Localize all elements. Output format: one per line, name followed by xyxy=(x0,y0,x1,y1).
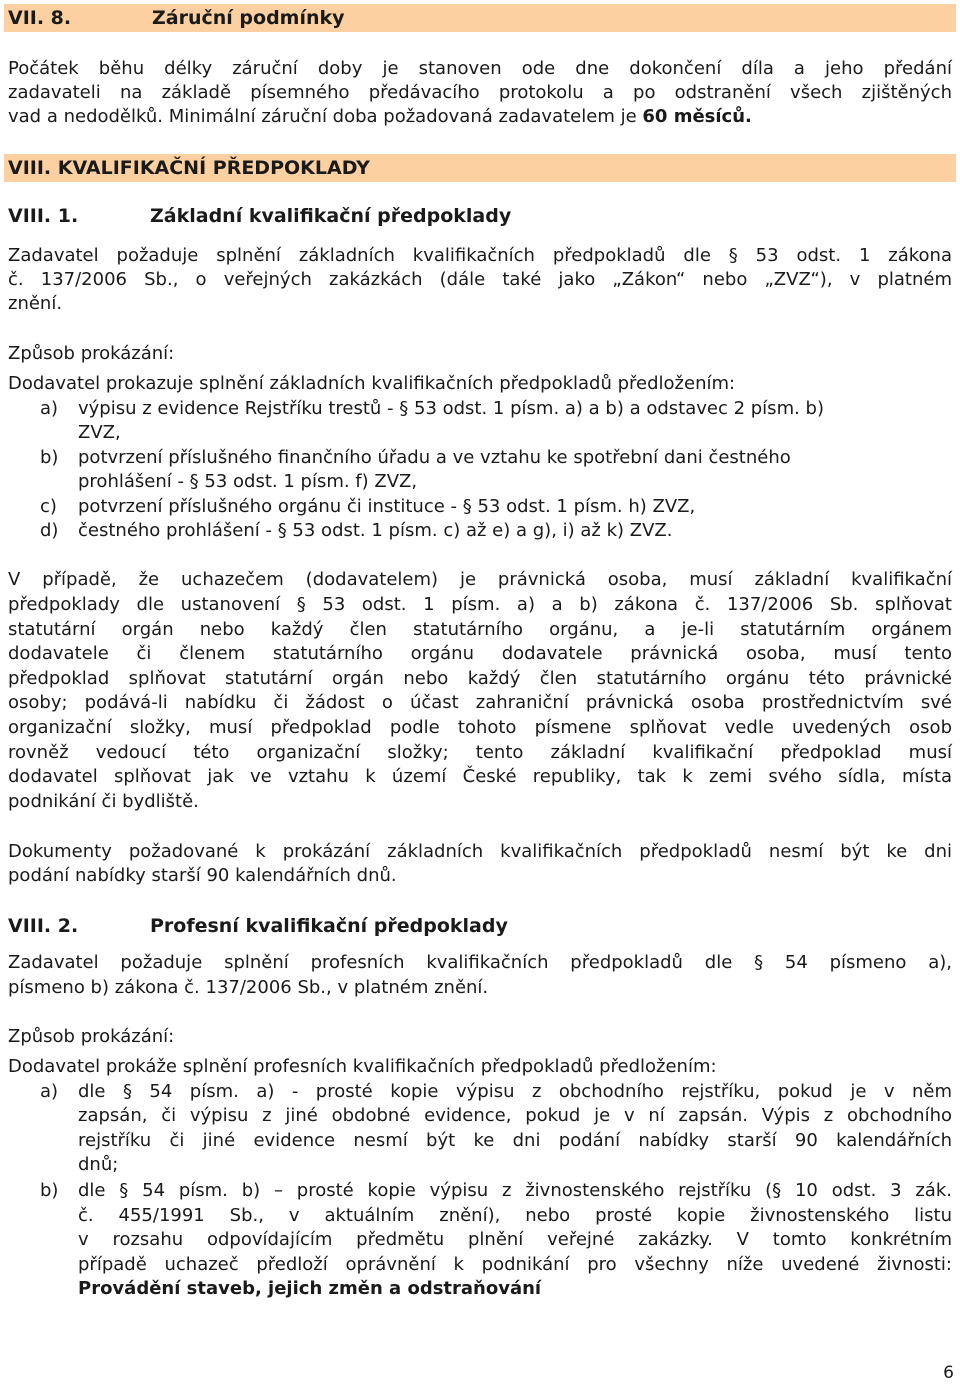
list-item-line: rejstříku či jiné evidence nesmí být ke dni podání nabídky starší 90 kalendářních xyxy=(78,1130,952,1151)
paragraph-line: dodavatel splňovat jak ve vztahu k území České republiky, tak k zemi svého sídla, místa xyxy=(8,766,952,787)
section-number: VIII. 1. xyxy=(8,205,79,227)
section-heading-vii-8 xyxy=(4,4,956,32)
list-marker: c) xyxy=(40,496,57,517)
list-item-line: potvrzení příslušného orgánu či instituce - § 53 odst. 1 písm. h) ZVZ, xyxy=(78,496,696,517)
section-number: VII. 8. xyxy=(8,7,72,29)
list-marker: b) xyxy=(40,447,59,468)
list-item-line: výpisu z evidence Rejstříku trestů - § 53 odst. 1 písm. a) a b) a odstavec 2 písm. b) xyxy=(78,398,824,419)
paragraph-line: znění. xyxy=(8,293,63,314)
list-item-line: č. 455/1991 Sb., v aktuálním znění), nebo prosté kopie živnostenského listu xyxy=(78,1205,952,1226)
paragraph-text: vad a nedodělků. Minimální záruční doba požadovaná zadavatelem je xyxy=(8,106,643,127)
list-item-line: čestného prohlášení - § 53 odst. 1 písm. c) až e) a g), i) až k) ZVZ. xyxy=(78,520,673,541)
paragraph-line: V případě, že uchazečem (dodavatelem) je právnická osoba, musí základní kvalifikační xyxy=(8,569,952,590)
paragraph-line: Dodavatel prokáže splnění profesních kvalifikačních předpokladů předložením: xyxy=(8,1056,717,1077)
paragraph-line: podání nabídky starší 90 kalendářních dnů. xyxy=(8,865,397,886)
paragraph-line: předpoklad splňovat statutární orgán nebo každý člen statutárního orgánu této právnické xyxy=(8,668,952,689)
warranty-period: 60 měsíců. xyxy=(642,106,752,127)
list-item-line: potvrzení příslušného finančního úřadu a ve vztahu ke spotřební dani čestného xyxy=(78,447,791,468)
list-marker: a) xyxy=(40,1081,59,1102)
list-marker: b) xyxy=(40,1180,59,1201)
list-item-line: dnů; xyxy=(78,1154,119,1175)
paragraph-line: Dokumenty požadované k prokázání základních kvalifikačních předpokladů nesmí být ke dni xyxy=(8,841,952,862)
paragraph-line: Dodavatel prokazuje splnění základních kvalifikačních předpokladů předložením: xyxy=(8,373,736,394)
section-heading-viii xyxy=(4,154,956,182)
paragraph-line: předpoklady dle ustanovení § 53 odst. 1 písm. a) a b) zákona č. 137/2006 Sb. splňovat xyxy=(8,594,952,615)
trade-license-name: Provádění staveb, jejich změn a odstraňování xyxy=(78,1278,542,1299)
paragraph-line: organizační složky, musí předpoklad podle tohoto písmene splňovat vedle uvedených osob xyxy=(8,717,952,738)
page-number: 6 xyxy=(943,1363,954,1383)
list-item-line: dle § 54 písm. b) – prosté kopie výpisu z živnostenského rejstříku (§ 10 odst. 3 zák. xyxy=(78,1180,952,1201)
list-item-line: dle § 54 písm. a) - prosté kopie výpisu z obchodního rejstříku, pokud je v něm xyxy=(78,1081,952,1102)
paragraph-line: statutární orgán nebo každý člen statutárního orgánu, a je-li statutárním orgánem xyxy=(8,619,952,640)
list-item-line: v rozsahu odpovídajícím předmětu plnění veřejné zakázky. V tomto konkrétním xyxy=(78,1229,952,1250)
section-title: VIII. KVALIFIKAČNÍ PŘEDPOKLADY xyxy=(8,157,370,179)
paragraph-line: č. 137/2006 Sb., o veřejných zakázkách (dále také jako „Zákon“ nebo „ZVZ“), v platném xyxy=(8,269,952,290)
paragraph-line: písmeno b) zákona č. 137/2006 Sb., v platném znění. xyxy=(8,977,489,998)
section-title: Profesní kvalifikační předpoklady xyxy=(150,915,508,937)
method-label: Způsob prokázání: xyxy=(8,1026,175,1047)
list-item-line: zapsán, či výpisu z jiné obdobné evidence, pokud je v ní zapsán. Výpis z obchodního xyxy=(78,1105,952,1126)
method-label: Způsob prokázání: xyxy=(8,343,175,364)
paragraph-line: osoby; podává-li nabídku či žádost o účast zahraniční právnická osoba prostřednictvím své xyxy=(8,692,952,713)
subsection-heading-viii-2 xyxy=(8,914,508,938)
paragraph-line: rovněž vedoucí této organizační složky; tento základní kvalifikační předpoklad musí xyxy=(8,742,952,763)
list-marker: a) xyxy=(40,398,59,419)
paragraph-line: dodavatele či členem statutárního orgánu dodavatele právnická osoba, musí tento xyxy=(8,643,952,664)
paragraph-line: Zadavatel požaduje splnění profesních kvalifikačních předpokladů dle § 54 písmeno a), xyxy=(8,952,952,973)
paragraph-line: Počátek běhu délky záruční doby je stanoven ode dne dokončení díla a jeho předání xyxy=(8,58,952,79)
list-marker: d) xyxy=(40,520,59,541)
subsection-heading-viii-1 xyxy=(8,204,511,228)
section-title: Záruční podmínky xyxy=(152,7,345,29)
list-item-line: ZVZ, xyxy=(78,422,121,443)
paragraph-line: zadavateli na základě písemného předávacího protokolu a po odstranění všech zjištěných xyxy=(8,82,952,103)
paragraph-line: podnikání či bydliště. xyxy=(8,791,199,812)
section-number: VIII. 2. xyxy=(8,915,79,937)
paragraph-line: Zadavatel požaduje splnění základních kvalifikačních předpokladů dle § 53 odst. 1 zákona xyxy=(8,245,952,266)
paragraph-line xyxy=(8,105,952,129)
list-item-line: případě uchazeč předloží oprávnění k podnikání pro všechny níže uvedené živnosti: xyxy=(78,1254,952,1275)
section-title: Základní kvalifikační předpoklady xyxy=(150,205,512,227)
list-item-line: prohlášení - § 53 odst. 1 písm. f) ZVZ, xyxy=(78,471,418,492)
